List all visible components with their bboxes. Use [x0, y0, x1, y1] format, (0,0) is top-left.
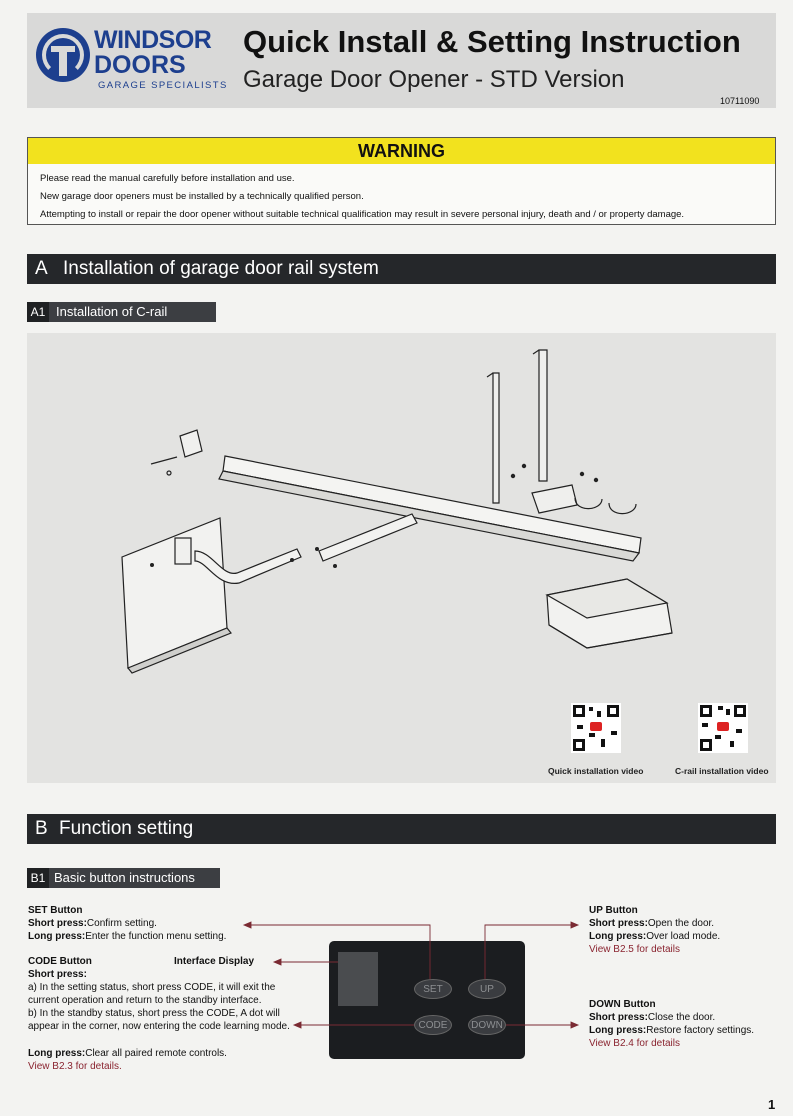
up-button-title: UP Button — [589, 905, 638, 916]
long-press-label: Long press: — [589, 931, 647, 942]
warning-line-1: Please read the manual carefully before installation and use. — [40, 173, 295, 184]
subsection-a1-title: Installation of C-rail — [56, 304, 168, 319]
section-b-letter: B — [35, 818, 48, 839]
document-number: 10711090 — [720, 96, 760, 106]
page-subtitle: Garage Door Opener - STD Version — [243, 66, 625, 93]
short-press-label: Short press: — [589, 1012, 648, 1023]
warning-line-2: New garage door openers must be installed by a technically qualified person. — [40, 191, 364, 202]
warning-line-3: Attempting to install or repair the door opener without suitable technical qualification may result in severe personal injury, death and / or property damage. — [40, 209, 685, 220]
logo-tagline: GARAGE SPECIALISTS — [98, 80, 228, 91]
c-rail-installation-video-label: C-rail installation video — [675, 766, 769, 776]
code-button[interactable]: CODE — [414, 1015, 452, 1035]
down-view-details-link[interactable]: View B2.4 for details — [589, 1038, 680, 1049]
section-b-title: Function setting — [59, 818, 194, 839]
down-short-press-text: Close the door. — [647, 1012, 716, 1023]
down-long-press-text: Restore factory settings. — [646, 1025, 755, 1036]
code-button-title: CODE Button — [28, 956, 92, 967]
code-view-details-link[interactable]: View B2.3 for details. — [28, 1061, 122, 1072]
set-short-press-text: Confirm setting. — [86, 918, 157, 929]
up-view-details-link[interactable]: View B2.5 for details — [589, 944, 680, 955]
set-button[interactable]: SET — [414, 979, 452, 999]
warning-title: WARNING — [358, 141, 445, 161]
logo-word-windsor: WINDSOR — [94, 26, 212, 54]
interface-display-label: Interface Display — [174, 956, 255, 967]
up-short-press-text: Open the door. — [647, 918, 715, 929]
set-long-press-text: Enter the function menu setting. — [85, 931, 227, 942]
code-short-press-a: a) In the setting status, short press CODE, it will exit the current operation and return to the standby interface. — [28, 982, 276, 1006]
subsection-b1-title: Basic button instructions — [54, 870, 195, 885]
long-press-label: Long press: — [28, 1048, 86, 1059]
section-a-title: Installation of garage door rail system — [63, 258, 379, 279]
code-short-press-label: Short press: — [28, 969, 87, 980]
long-press-label: Long press: — [28, 931, 86, 942]
page-title: Quick Install & Setting Instruction — [243, 24, 741, 59]
subsection-b1-code: B1 — [27, 868, 49, 888]
quick-installation-video-label: Quick installation video — [548, 766, 644, 776]
page-number: 1 — [768, 1097, 776, 1112]
code-short-press-b: b) In the standby status, short press the CODE, A dot will appear in the corner, now entering the code learning mode. — [28, 1008, 290, 1032]
down-button-title: DOWN Button — [589, 999, 656, 1010]
code-long-press-text: Clear all paired remote controls. — [85, 1048, 227, 1059]
up-button[interactable]: UP — [468, 979, 506, 999]
logo-word-doors: DOORS — [94, 51, 186, 79]
subsection-a1-code: A1 — [27, 302, 49, 322]
section-a-letter: A — [35, 258, 48, 279]
down-button[interactable]: DOWN — [468, 1015, 506, 1035]
long-press-label: Long press: — [589, 1025, 647, 1036]
short-press-label: Short press: — [28, 918, 87, 929]
up-long-press-text: Over load mode. — [646, 931, 721, 942]
short-press-label: Short press: — [589, 918, 648, 929]
set-button-title: SET Button — [28, 905, 83, 916]
